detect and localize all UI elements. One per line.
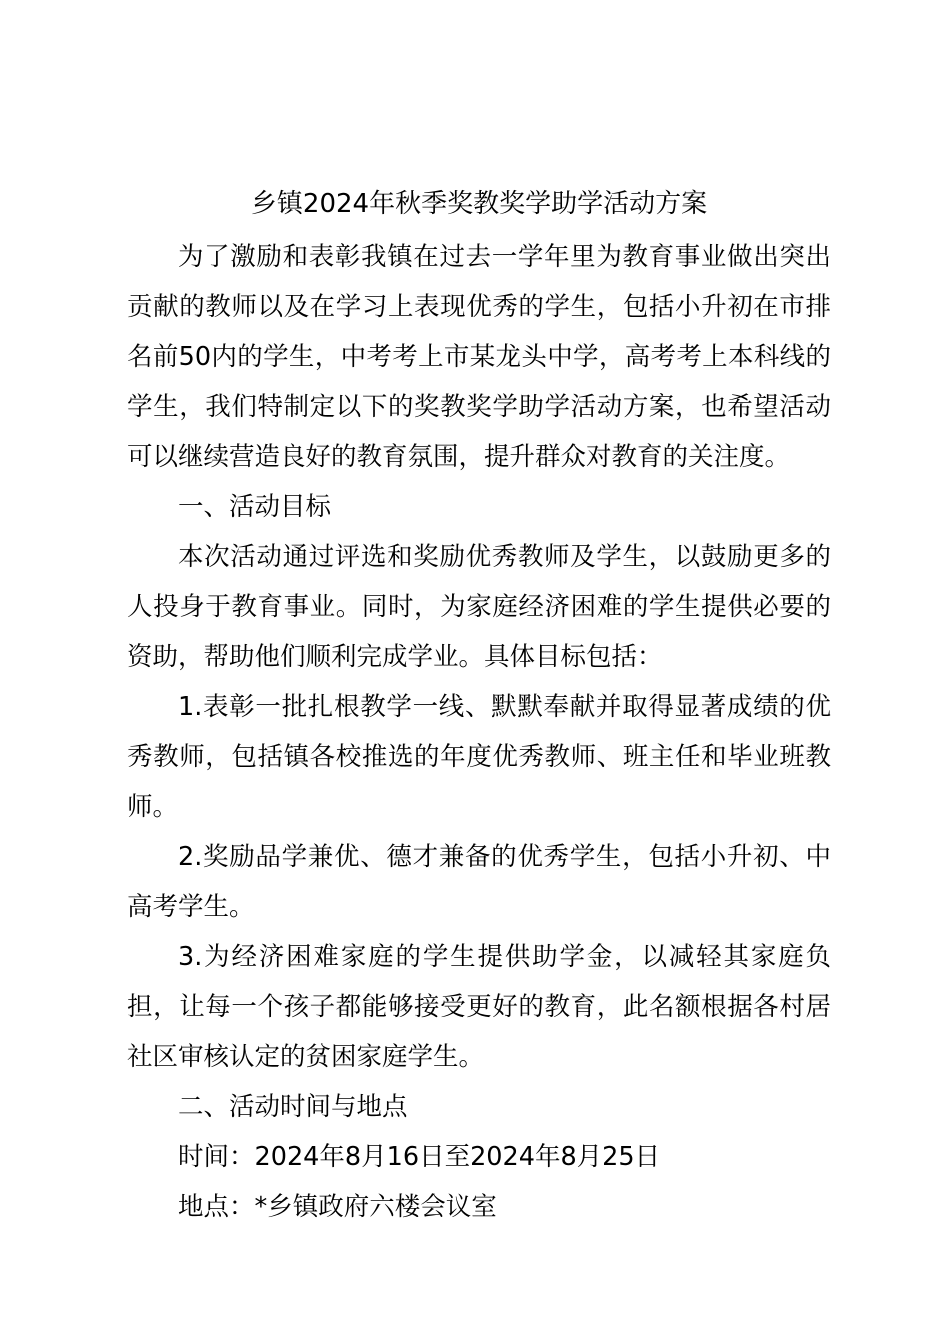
document-title: 乡镇2024年秋季奖教奖学助学活动方案	[250, 189, 708, 219]
goals-paragraph: 本次活动通过评选和奖励优秀教师及学生，以鼓励更多的人投身于教育事业。同时，为家庭经济困难的学生提供必要的资助，帮助他们顺利完成学业。具体目标包括：	[127, 542, 831, 672]
section-heading-time-place: 二、活动时间与地点	[178, 1092, 408, 1122]
goal-item-3: 3.为经济困难家庭的学生提供助学金，以减轻其家庭负担，让每一个孩子都能够接受更好的教育，此名额根据各村居社区审核认定的贫困家庭学生。	[127, 942, 831, 1072]
document-body	[127, 232, 831, 1232]
goal-item-2: 2.奖励品学兼优、德才兼备的优秀学生，包括小升初、中高考学生。	[127, 842, 831, 922]
goal-item-1: 1.表彰一批扎根教学一线、默默奉献并取得显著成绩的优秀教师，包括镇各校推选的年度优秀教师、班主任和毕业班教师。	[127, 692, 831, 822]
section-heading-goals: 一、活动目标	[178, 492, 332, 522]
intro-paragraph: 为了激励和表彰我镇在过去一学年里为教育事业做出突出贡献的教师以及在学习上表现优秀的学生，包括小升初在市排名前50内的学生，中考考上市某龙头中学，高考考上本科线的学生，我们特制定以下的奖教奖学助学活动方案，也希望活动可以继续营造良好的教育氛围，提升群众对教育的关注度。	[127, 242, 831, 472]
place-line: 地点：*乡镇政府六楼会议室	[178, 1192, 497, 1222]
time-line: 时间：2024年8月16日至2024年8月25日	[178, 1142, 661, 1172]
